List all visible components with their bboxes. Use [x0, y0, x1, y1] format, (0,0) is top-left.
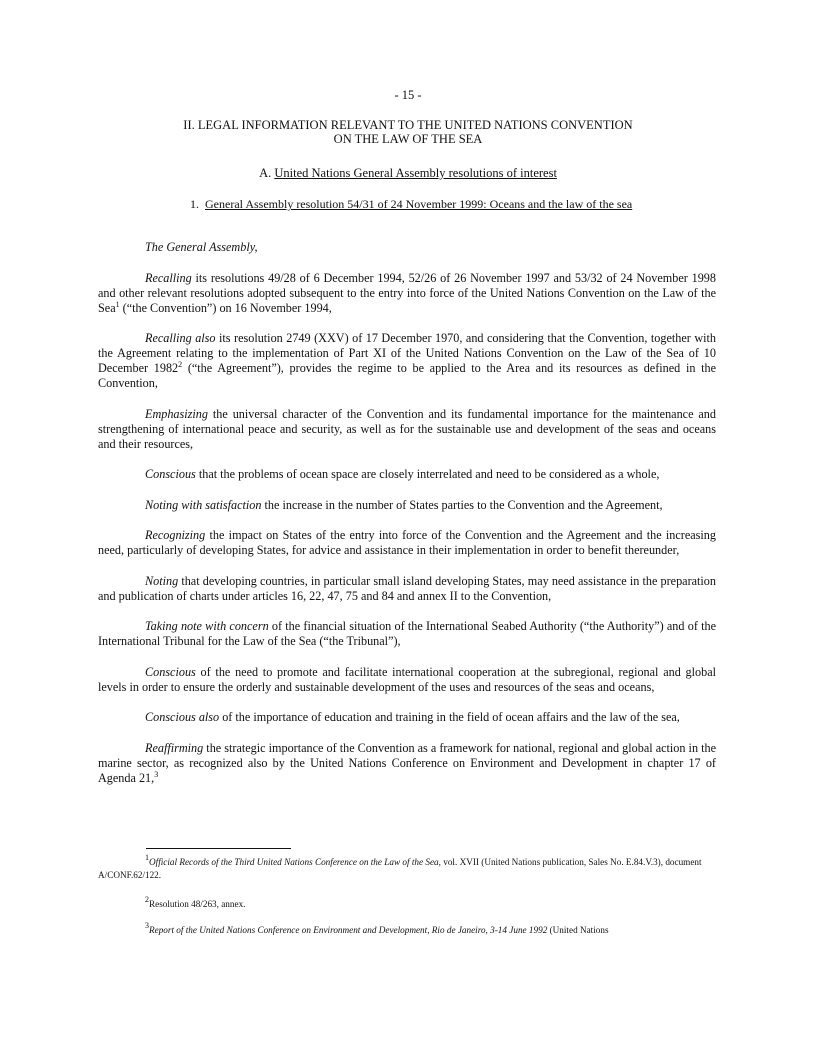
paragraph-conscious: Conscious that the problems of ocean space are closely interrelated and need to be considered as a whole, — [145, 467, 660, 481]
section-a-title: United Nations General Assembly resolutions of interest — [274, 166, 557, 180]
paragraph-reaffirming: Reaffirming the strategic importance of the Convention as a framework for national, regional and global action in the marine sector, as recognized also by the United Nations Conference on Environment and Development in chapter 17 of Agenda 21,$^3$ — [98, 740, 716, 785]
section-1-title: General Assembly resolution 54/31 of 24 November 1999: Oceans and the law of the sea — [205, 197, 633, 211]
chapter-heading-line-2: ON THE LAW OF THE SEA — [333, 132, 483, 146]
paragraph-taking-note-with-concern: Taking note with concern of the financial situation of the International Seabed Authority (“the Authority”) and of the International Tribunal for the Law of the Sea (“the Tribunal”), — [98, 619, 716, 648]
chapter-heading — [100, 118, 716, 146]
paragraph-conscious-also: Conscious also of the importance of education and training in the field of ocean affairs and the law of the sea, — [145, 710, 680, 724]
paragraph-recalling: Recalling its resolutions 49/28 of 6 December 1994, 52/26 of 26 November 1997 and 53/32 of 24 November 1998 and other relevant resolutions adopted subsequent to the entry into force of the United Nations Convention on the Law of the Sea$^1$ (“the Convention”) on 16 November 1994, — [98, 270, 716, 315]
section-a-heading — [100, 166, 716, 181]
section-1-number: 1. — [190, 197, 199, 211]
section-a-letter: A. — [259, 166, 272, 180]
section-1-heading — [190, 197, 750, 212]
paragraph-conscious-cooperation: Conscious of the need to promote and facilitate international cooperation at the subregional, regional and global levels in order to ensure the orderly and sustainable development of the uses and resources of the seas and oceans, — [98, 664, 716, 694]
opening-line: The General Assembly, — [145, 240, 258, 254]
page-number: - 15 - — [394, 88, 422, 102]
footnote-ref-1: 1 — [115, 299, 120, 309]
chapter-heading-line-1: II. LEGAL INFORMATION RELEVANT TO THE UNITED NATIONS CONVENTION — [183, 118, 633, 132]
footnote-1: $^1$Official Records of the Third United Nations Conference on the Law of the Sea, vol. XVII (United Nations publication, Sales No. E.84.V.3), document A/CONF.62/122. — [98, 853, 702, 880]
paragraph-recalling-also: Recalling also its resolution 2749 (XXV) of 17 December 1970, and considering that the Convention, together with the Agreement relating to the implementation of Part XI of the United Nations Convention on the Law of the Sea of 10 December 1982$^2$ (“the Agreement”), provides the regime to be applied to the Area and its resources as defined in the Convention, — [98, 331, 716, 390]
footnote-3: $^3$Report of the United Nations Conference on Environment and Development, Rio de Janeiro, 3-14 June 1992 (United Nations — [145, 921, 609, 935]
footnote-2: $^2$Resolution 48/263, annex. — [145, 895, 246, 909]
resolution-body — [98, 240, 716, 801]
footnote-ref-3: 3 — [154, 769, 159, 779]
footnote-divider — [146, 848, 291, 849]
paragraph-noting: Noting that developing countries, in particular small island developing States, may need assistance in the preparation and publication of charts under articles 16, 22, 47, 75 and 84 and annex II to the Convention, — [98, 573, 716, 603]
paragraph-recognizing: Recognizing the impact on States of the entry into force of the Convention and the Agreement and the increasing need, particularly of developing States, for advice and assistance in their implementation in order to benefit thereunder, — [98, 528, 716, 557]
paragraph-noting-with-satisfaction: Noting with satisfaction the increase in the number of States parties to the Convention and the Agreement, — [145, 497, 663, 512]
footnote-ref-2: 2 — [178, 360, 183, 369]
paragraph-emphasizing: Emphasizing the universal character of the Convention and its fundamental importance for the maintenance and strengthening of international peace and security, as well as for the sustainable use and development of the seas and oceans and their resources, — [98, 406, 716, 451]
